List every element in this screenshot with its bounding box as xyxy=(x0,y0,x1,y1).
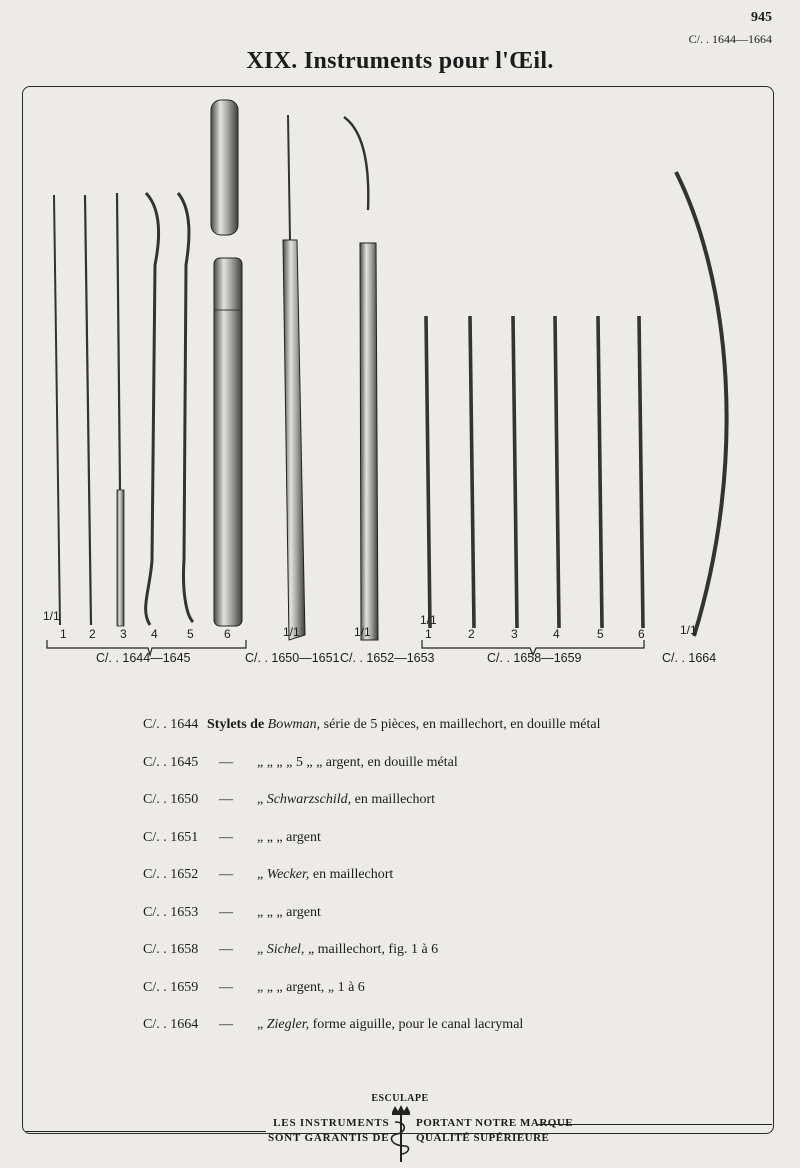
catalog-dash: — xyxy=(219,829,233,845)
fig-num-right: 4 xyxy=(553,627,560,641)
catalog-description: „ „ „ argent xyxy=(257,904,321,920)
catalog-code: C/. . 1645 xyxy=(143,754,199,770)
scale-mark: 1/1 xyxy=(420,613,437,627)
schwarzschild-tip xyxy=(288,115,290,240)
reference-range: C/. . 1644—1664 xyxy=(688,32,772,46)
footer-guarantee-right: PORTANT NOTRE MARQUE QUALITÉ SUPÉRIEURE xyxy=(416,1117,574,1144)
catalog-code: C/. . 1658 xyxy=(143,942,199,957)
catalog-row xyxy=(143,905,703,943)
stylet-2 xyxy=(85,195,91,625)
scale-mark: 1/1 xyxy=(354,625,371,639)
footer-rule-left xyxy=(26,1131,266,1132)
catalog-list xyxy=(143,717,703,1055)
catalog-row xyxy=(143,792,703,830)
catalog-code: C/. . 1664 xyxy=(143,1017,199,1032)
catalog-row xyxy=(143,717,703,755)
brand-name: ESCULAPE xyxy=(371,1093,429,1104)
catalog-dash: — xyxy=(219,979,233,995)
catalog-dash: — xyxy=(219,754,233,770)
fig-num-right: 6 xyxy=(638,627,645,641)
catalog-description: „ Ziegler, forme aiguille, pour le canal lacrymal xyxy=(257,1017,524,1032)
fig-num-right: 2 xyxy=(468,627,475,641)
catalog-dash: — xyxy=(219,904,233,920)
catalog-code: C/. . 1650 xyxy=(143,792,199,807)
catalog-row xyxy=(143,867,703,905)
fig-num-left: 1 xyxy=(60,627,67,641)
fig-num-left: 2 xyxy=(89,627,96,641)
sichel-stylet-1 xyxy=(426,316,430,628)
stylet-1 xyxy=(54,195,60,625)
catalog-row xyxy=(143,830,703,868)
schwarzschild-handle xyxy=(283,240,305,640)
page-number: 945 xyxy=(751,10,772,25)
ziegler-needle xyxy=(676,172,727,636)
sichel-stylet-4 xyxy=(555,316,559,628)
wecker-tip xyxy=(344,117,368,210)
group-label: C/. . 1650—1651 xyxy=(245,651,340,665)
stylet-5 xyxy=(178,193,193,622)
fig-num-left: 5 xyxy=(187,627,194,641)
group-label: C/. . 1652—1653 xyxy=(340,651,435,665)
scale-mark: 1/1 xyxy=(283,625,300,639)
catalog-description: „ Sichel, „ maillechort, fig. 1 à 6 xyxy=(257,942,439,957)
catalog-code: C/. . 1659 xyxy=(143,979,199,995)
stylet-3-knurled-grip xyxy=(117,490,124,626)
fig-num-right: 1 xyxy=(425,627,432,641)
wecker-handle xyxy=(360,243,378,640)
group-label: C/. . 1658—1659 xyxy=(487,651,582,665)
fig-num-left: 6 xyxy=(224,627,231,641)
catalog-description: „ „ „ argent, „ 1 à 6 xyxy=(257,979,365,995)
catalog-dash: — xyxy=(219,1017,233,1032)
esculape-logo xyxy=(389,1104,413,1164)
group-label: C/. . 1664 xyxy=(662,651,717,665)
catalog-code: C/. . 1652 xyxy=(143,867,199,882)
catalog-code: C/. . 1653 xyxy=(143,904,199,920)
fig-num-left: 3 xyxy=(120,627,127,641)
footer-guarantee-left: LES INSTRUMENTS SONT GARANTIS DE xyxy=(268,1117,390,1144)
sichel-stylet-6 xyxy=(639,316,643,628)
stylet-case-cap xyxy=(211,100,238,235)
sichel-stylet-2 xyxy=(470,316,474,628)
catalog-dash: — xyxy=(219,867,233,882)
stylet-4 xyxy=(146,193,159,625)
catalog-description: „ Wecker, en maillechort xyxy=(257,867,394,882)
catalog-row xyxy=(143,980,703,1018)
catalog-description: „ „ „ argent xyxy=(257,829,321,845)
catalog-description: Stylets de Bowman, série de 5 pièces, en maillechort, en douille métal xyxy=(207,717,601,732)
stylet-3 xyxy=(117,193,120,490)
footer-rule-right xyxy=(538,1124,772,1125)
catalog-row xyxy=(143,942,703,980)
catalog-code: C/. . 1651 xyxy=(143,829,199,845)
catalog-description: „ Schwarzschild, en maillechort xyxy=(257,792,436,807)
fig-num-right: 5 xyxy=(597,627,604,641)
fig-num-left: 4 xyxy=(151,627,158,641)
left-scale-mark: 1/1 xyxy=(43,609,60,623)
page-title: XIX. Instruments pour l'Œil. xyxy=(246,48,554,74)
catalog-row xyxy=(143,1017,703,1055)
catalog-dash: — xyxy=(219,942,233,957)
scale-mark: 1/1 xyxy=(680,623,697,637)
stylet-case-tube xyxy=(214,258,242,626)
fig-num-right: 3 xyxy=(511,627,518,641)
catalog-code: C/. . 1644 xyxy=(143,717,199,732)
group-label: C/. . 1644—1645 xyxy=(96,651,191,665)
catalog-description: „ „ „ „ 5 „ „ argent, en douille métal xyxy=(257,754,458,770)
sichel-stylet-3 xyxy=(513,316,517,628)
sichel-stylet-5 xyxy=(598,316,602,628)
catalog-dash: — xyxy=(219,792,233,807)
catalog-row xyxy=(143,755,703,793)
